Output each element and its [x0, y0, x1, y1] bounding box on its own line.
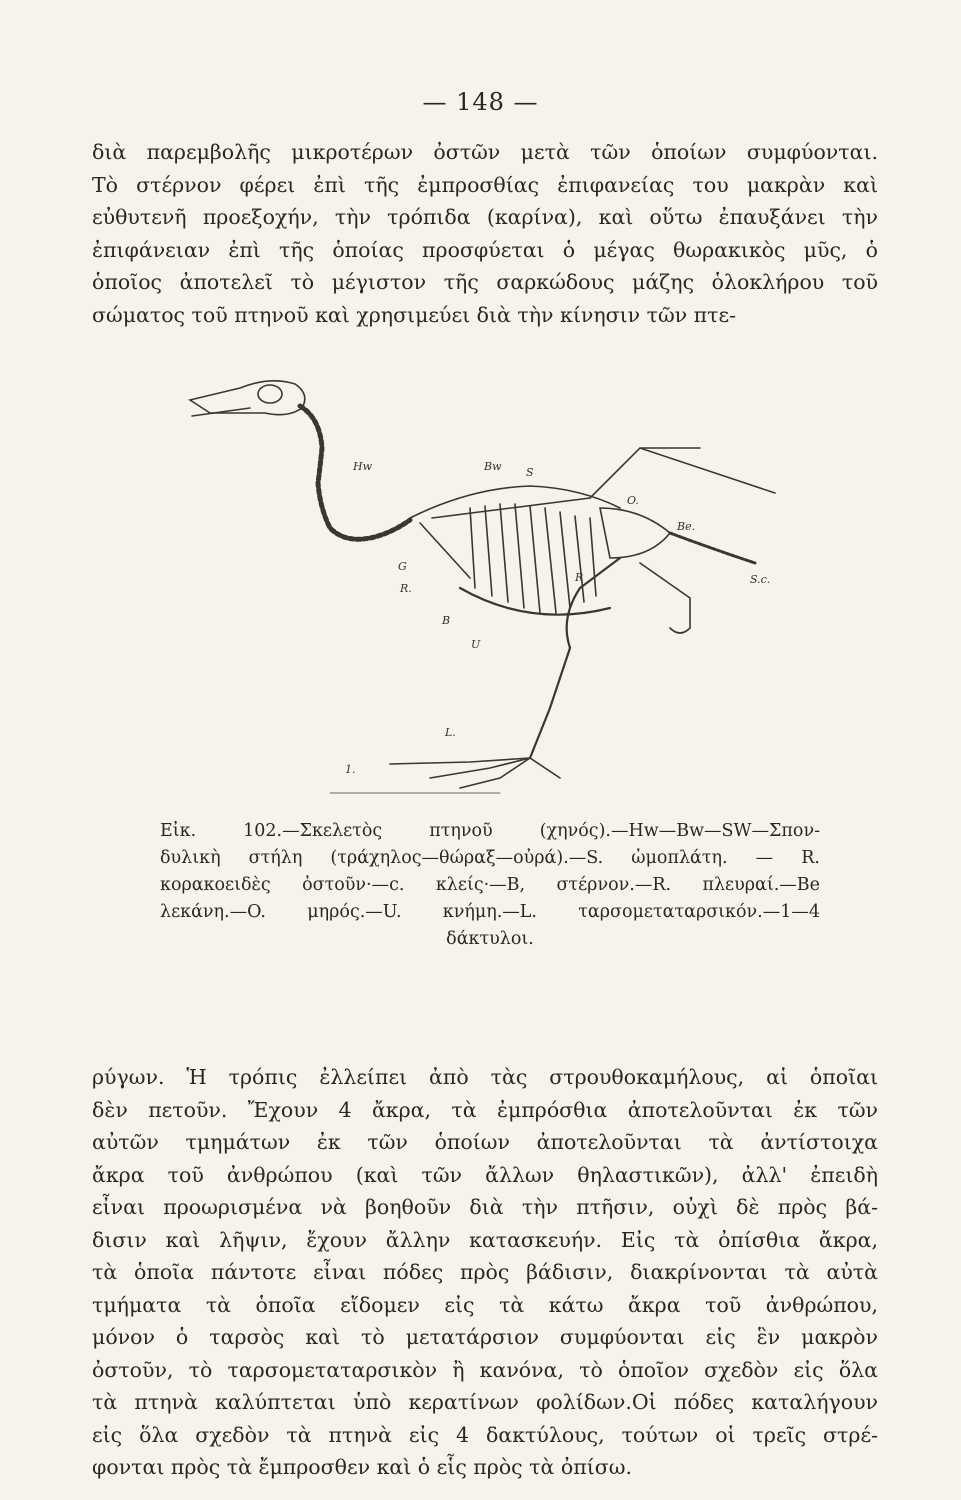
text-line: ὁποῖος ἀποτελεῖ τὸ μέγιστον τῆς σαρκώδους μάζης ὁλοκλήρου τοῦ: [92, 270, 878, 294]
paragraph-bottom: [92, 1061, 878, 1484]
figure-caption: [160, 818, 820, 953]
paragraph-top: [92, 136, 878, 331]
text-line: Τὸ στέρνον φέρει ἐπὶ τῆς ἐμπροσθίας ἐπιφανείας του μακρὰν καὶ: [92, 172, 878, 197]
label-r-dot: R.: [400, 582, 412, 595]
text-line: ρύγων. Ἡ τρόπις ἐλλείπει ἀπὸ τὰς στρουθοκαμήλους, αἱ ὁποῖαι: [92, 1065, 878, 1089]
text-line: εἰς ὅλα σχεδὸν τὰ πτηνὰ εἰς 4 δακτύλους, τούτων οἱ τρεῖς στρέ-: [92, 1422, 878, 1447]
caption-line: δάκτυλοι.: [446, 929, 534, 949]
text-line: σώματος τοῦ πτηνοῦ καὶ χρησιμεύει διὰ τὴν κίνησιν τῶν πτε-: [92, 302, 737, 327]
text-line: μόνον ὁ ταρσὸς καὶ τὸ μετατάρσιον συμφύονται εἰς ἓν μακρὸν: [92, 1325, 878, 1349]
caption-line: Εἰκ. 102.—Σκελετὸς πτηνοῦ (χηνός).—Hw—Bw—SW—Σπον-: [160, 821, 820, 841]
label-1: 1.: [345, 763, 356, 776]
text-line: τμήματα τὰ ὁποῖα εἴδομεν εἰς τὰ κάτω ἄκρα τοῦ ἀνθρώπου,: [92, 1292, 878, 1317]
label-g: G: [398, 560, 407, 573]
text-line: τὰ πτηνὰ καλύπτεται ὑπὸ κερατίνων φολίδων.Οἱ πόδες καταλήγουν: [92, 1390, 878, 1414]
label-bw: Bw: [484, 460, 502, 473]
label-s: S: [526, 466, 534, 479]
text-line: ἄκρα τοῦ ἀνθρώπου (καὶ τῶν ἄλλων θηλαστικῶν), ἀλλ' ἐπειδὴ: [92, 1162, 878, 1187]
text-line: δὲν πετοῦν. Ἔχουν 4 ἄκρα, τὰ ἐμπρόσθια ἀποτελοῦνται ἐκ τῶν: [92, 1097, 878, 1122]
label-r: R: [575, 571, 584, 584]
label-u: U: [471, 638, 481, 651]
text-line: ὀστοῦν, τὸ ταρσομεταταρσικὸν ἢ κανόνα, τὸ ὁποῖον σχεδὸν εἰς ὅλα: [92, 1357, 878, 1382]
label-o: O.: [627, 494, 639, 507]
label-be: Be.: [677, 520, 696, 533]
label-hw: Hw: [353, 460, 373, 473]
text-line: δισιν καὶ λῆψιν, ἔχουν ἄλλην κατασκευήν. Εἰς τὰ ὀπίσθια ἄκρα,: [92, 1227, 878, 1252]
goose-skeleton-illustration: [170, 358, 790, 818]
text-line: τὰ ὁποῖα πάντοτε εἶναι πόδες πρὸς βάδισιν, διακρίνονται τὰ αὐτὰ: [92, 1260, 878, 1284]
text-line: ἐπιφάνειαν ἐπὶ τῆς ὁποίας προσφύεται ὁ μέγας θωρακικὸς μῦς, ὁ: [92, 237, 878, 262]
text-line: εὐθυτενῆ προεξοχήν, τὴν τρόπιδα (καρίνα), καὶ οὕτω ἐπαυξάνει τὴν: [92, 205, 878, 229]
text-line: αὐτῶν τμημάτων ἐκ τῶν ὁποίων ἀποτελοῦνται τὰ ἀντίστοιχα: [92, 1130, 878, 1154]
label-sc: S.c.: [750, 573, 771, 586]
page-number: — 148 —: [422, 88, 539, 116]
label-l: L.: [445, 726, 456, 739]
label-b: B: [442, 614, 451, 627]
caption-line: λεκάνη.—O. μηρός.—U. κνήμη.—L. ταρσομεταταρσικόν.—1—4: [160, 902, 820, 922]
text-line: διὰ παρεμβολῆς μικροτέρων ὀστῶν μετὰ τῶν ὁποίων συμφύονται.: [92, 140, 878, 164]
text-line: εἶναι προωρισμένα νὰ βοηθοῦν διὰ τὴν πτῆσιν, οὐχὶ δὲ πρὸς βά-: [92, 1195, 878, 1219]
bird-skeleton-figure: [170, 358, 790, 818]
caption-line: δυλικὴ στήλη (τράχηλος—θώραξ—οὐρά).—S. ὠμοπλάτη. — R.: [160, 848, 820, 868]
text-line: φονται πρὸς τὰ ἔμπροσθεν καὶ ὁ εἷς πρὸς τὰ ὀπίσω.: [92, 1455, 632, 1479]
caption-line: κορακοειδὲς ὀστοῦν·—c. κλείς·—B, στέρνον.—R. πλευραί.—Be: [160, 875, 820, 895]
